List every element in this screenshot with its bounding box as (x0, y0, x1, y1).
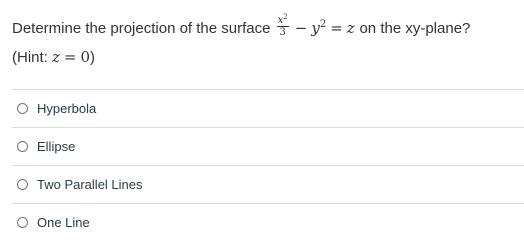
radio-button-icon[interactable] (17, 103, 28, 114)
surface-equation (275, 13, 360, 38)
answer-option-hyperbola[interactable] (12, 89, 524, 127)
hint-equals-sign: = (63, 48, 77, 66)
question-suffix: on the xy-plane? (359, 20, 471, 37)
hint-value: 0 (80, 48, 91, 66)
answer-list (12, 89, 524, 241)
answer-label: Ellipse (37, 139, 76, 154)
answer-label: One Line (37, 215, 90, 230)
hint-variable: z (52, 48, 60, 66)
question-prefix: Determine the projection of the surface (12, 20, 271, 37)
fraction-denominator: 3 (279, 27, 286, 38)
answer-option-two-parallel-lines[interactable] (12, 165, 524, 203)
hint-equation (52, 48, 90, 66)
z-variable: z (346, 19, 355, 37)
hint-line (12, 43, 517, 72)
hint-prefix: (Hint: (12, 49, 48, 66)
answer-label: Hyperbola (37, 101, 97, 116)
radio-button-icon[interactable] (17, 179, 28, 190)
fraction (277, 13, 289, 38)
y-exponent: 2 (319, 19, 327, 30)
equals-sign: = (330, 19, 343, 37)
fraction-numerator-variable: x (277, 15, 284, 26)
question-line (12, 14, 517, 43)
answer-option-one-line[interactable] (12, 203, 524, 241)
y-variable: y (311, 19, 320, 37)
radio-button-icon[interactable] (17, 141, 28, 152)
minus-sign: − (294, 19, 308, 37)
radio-button-icon[interactable] (17, 217, 28, 228)
hint-suffix: ) (90, 49, 96, 66)
fraction-numerator-exponent: 2 (283, 13, 288, 21)
answer-label: Two Parallel Lines (37, 177, 143, 192)
question-text (12, 14, 517, 72)
answer-option-ellipse[interactable] (12, 127, 524, 165)
